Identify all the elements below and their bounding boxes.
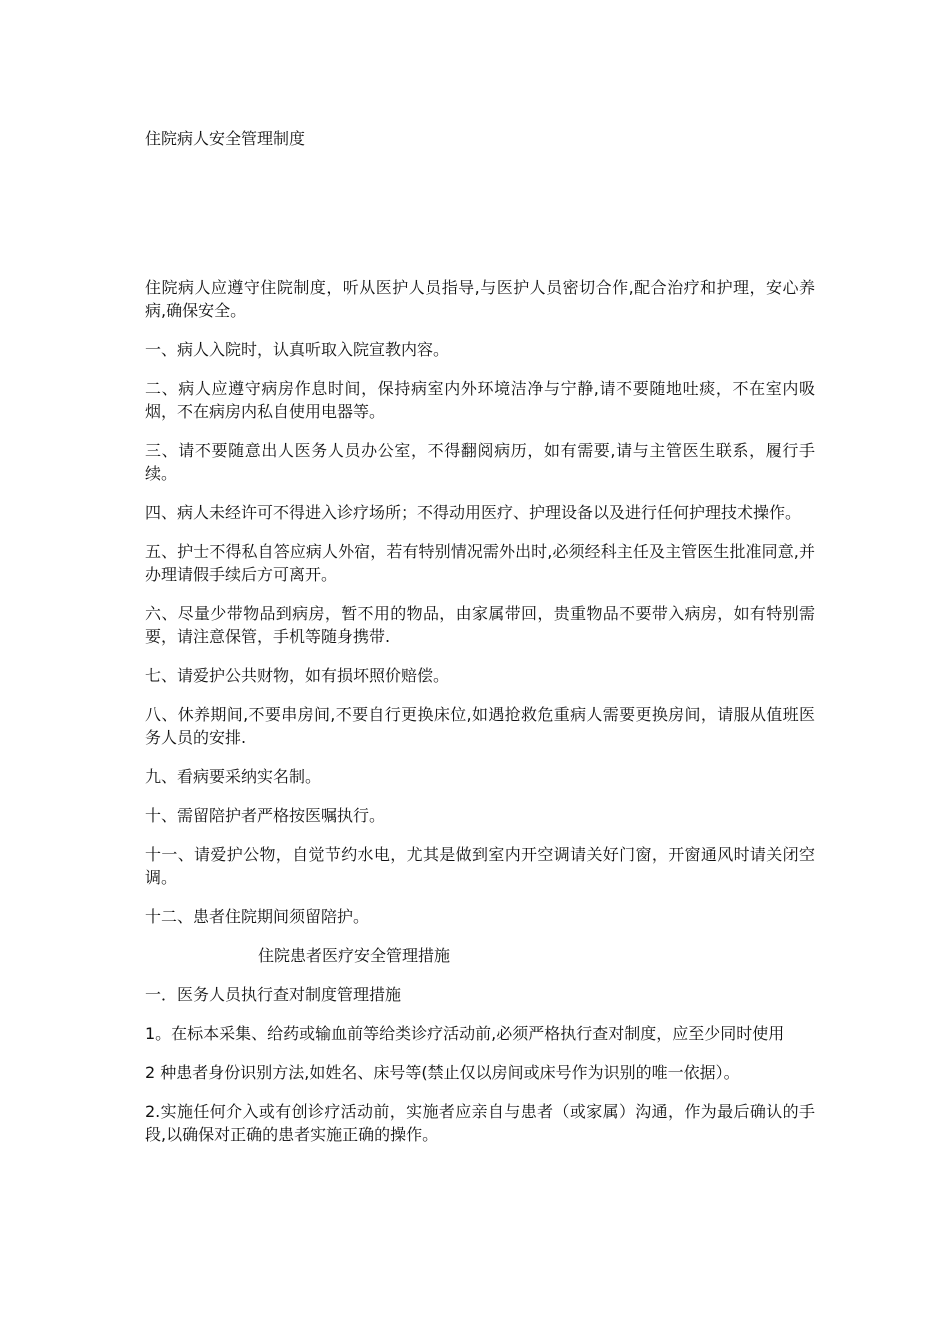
rule-paragraph: 一、病人入院时，认真听取入院宣教内容。 (145, 340, 450, 359)
rule-paragraph: 九、看病要采纳实名制。 (145, 767, 322, 786)
measure-paragraph: 2.实施任何介入或有创诊疗活动前，实施者应亲自与患者（或家属）沟通，作为最后确认的手段,以确保对正确的患者实施正确的操作。 (145, 1102, 815, 1144)
rule-paragraph: 十、需留陪护者严格按医嘱执行。 (145, 806, 386, 825)
measure-paragraph: 1。在标本采集、给药或输血前等给类诊疗活动前,必须严格执行查对制度，应至少同时使用 (145, 1024, 785, 1043)
rule-paragraph: 十一、请爱护公物，自觉节约水电，尤其是做到室内开空调请关好门窗，开窗通风时请关闭空调。 (145, 845, 815, 887)
rule-paragraph: 二、病人应遵守病房作息时间，保持病室内外环境洁净与宁静,请不要随地吐痰，不在室内吸烟，不在病房内私自使用电器等。 (145, 379, 815, 421)
document-page (145, 0, 815, 1344)
intro-paragraph: 住院病人应遵守住院制度，听从医护人员指导,与医护人员密切合作,配合治疗和护理，安心养病,确保安全。 (145, 278, 815, 320)
rule-paragraph: 十二、患者住院期间须留陪护。 (145, 907, 370, 926)
document-title: 住院病人安全管理制度 (145, 129, 306, 148)
document-body (145, 276, 815, 1162)
section-heading: 一．医务人员执行查对制度管理措施 (145, 985, 402, 1004)
rule-paragraph: 七、请爱护公共财物，如有损坏照价赔偿。 (145, 666, 450, 685)
rule-paragraph: 六、尽量少带物品到病房，暂不用的物品，由家属带回，贵重物品不要带入病房，如有特别需要，请注意保管，手机等随身携带. (145, 604, 815, 646)
measure-paragraph: 2 种患者身份识别方法,如姓名、床号等(禁止仅以房间或床号作为识别的唯一依据）。 (145, 1063, 740, 1082)
rule-paragraph: 五、护士不得私自答应病人外宿，若有特别情况需外出时,必须经科主任及主管医生批准同意,并办理请假手续后方可离开。 (145, 542, 815, 584)
rule-paragraph: 八、休养期间,不要串房间,不要自行更换床位,如遇抢救危重病人需要更换房间，请服从值班医务人员的安排. (145, 705, 815, 747)
section-title: 住院患者医疗安全管理措施 (258, 946, 451, 965)
rule-paragraph: 三、请不要随意出人医务人员办公室，不得翻阅病历，如有需要,请与主管医生联系，履行手续。 (145, 441, 815, 483)
rule-paragraph: 四、病人未经许可不得进入诊疗场所；不得动用医疗、护理设备以及进行任何护理技术操作。 (145, 503, 802, 522)
